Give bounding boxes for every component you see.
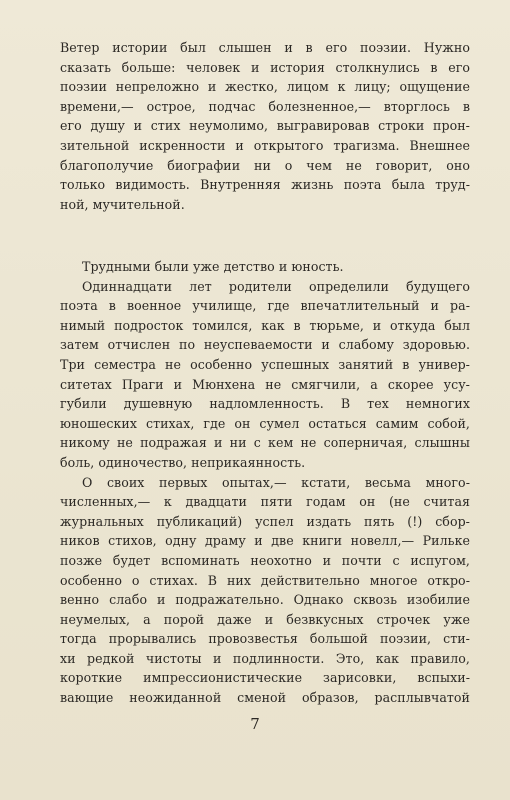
page-number: 7 bbox=[250, 715, 260, 733]
text-line: особенно о стихах. В них действительно многое откро- bbox=[60, 572, 470, 588]
text-line: ситетах Праги и Мюнхена не смягчили, а скорее усу- bbox=[60, 376, 470, 392]
text-line: его душу и стих неумолимо, выгравировав строки прон- bbox=[60, 118, 470, 134]
text-line: затем отчислен по неуспеваемости и слабому здоровью. bbox=[60, 337, 470, 353]
text-line: поэзии непреложно и жестко, лицом к лицу; ощущение bbox=[60, 79, 470, 95]
text-line: нимый подросток томился, как в тюрьме, и откуда был bbox=[60, 317, 470, 333]
text-line: поэта в военное училище, где впечатлительный и ра- bbox=[60, 298, 470, 314]
text-line: журнальных публикаций) успел издать пять (!) сбор- bbox=[60, 513, 470, 529]
paragraph-2 bbox=[60, 277, 470, 473]
text-line: благополучие биографии ни о чем не говорит, оно bbox=[60, 157, 470, 173]
text-line: только видимость. Внутренняя жизнь поэта была труд- bbox=[60, 177, 470, 193]
paragraph-1 bbox=[60, 38, 470, 214]
text-line: губили душевную надломленность. В тех немногих bbox=[60, 396, 470, 412]
paragraph-3 bbox=[60, 473, 470, 708]
text-line: зительной искренности и открытого трагизма. Внешнее bbox=[60, 137, 470, 153]
text-line: никому не подражая и ни с кем не соперничая, слышны bbox=[60, 435, 470, 451]
text-line: короткие импрессионистические зарисовки, вспыхи- bbox=[60, 670, 470, 686]
text-line: сказать больше: человек и история столкнулись в его bbox=[60, 59, 470, 75]
text-line: Одиннадцати лет родители определили будущего bbox=[82, 278, 470, 294]
text-line: О своих первых опытах,— кстати, весьма много- bbox=[82, 474, 470, 490]
text-line: Три семестра не особенно успешных занятий в универ- bbox=[60, 356, 470, 372]
text-line: хи редкой чистоты и подлинности. Это, как правило, bbox=[60, 650, 470, 666]
text-line: позже будет вспоминать неохотно и почти с испугом, bbox=[60, 552, 470, 568]
text-line: неумелых, а порой даже и безвкусных строчек уже bbox=[60, 611, 470, 627]
section-body bbox=[60, 257, 470, 708]
text-line: юношеских стихах, где он сумел остаться самим собой, bbox=[60, 415, 470, 431]
text-line: ников стихов, одну драму и две книги новелл,— Рильке bbox=[60, 533, 470, 549]
text-line: боль, одиночество, неприкаянность. bbox=[60, 454, 306, 470]
section-opening-line: Трудными были уже детство и юность. bbox=[82, 259, 344, 274]
text-line: Ветер истории был слышен и в его поэзии. Нужно bbox=[60, 40, 470, 55]
text-line: ной, мучительной. bbox=[60, 196, 185, 212]
text-line: тогда прорывались провозвестья большой поэзии, сти- bbox=[60, 631, 470, 647]
text-line: венно слабо и подражательно. Однако сквозь изобилие bbox=[60, 592, 470, 608]
text-line: вающие неожиданной сменой образов, расплывчатой bbox=[60, 690, 470, 706]
text-line: времени,— острое, подчас болезненное,— вторглось в bbox=[60, 98, 470, 114]
text-line: численных,— к двадцати пяти годам он (не считая bbox=[60, 494, 470, 510]
